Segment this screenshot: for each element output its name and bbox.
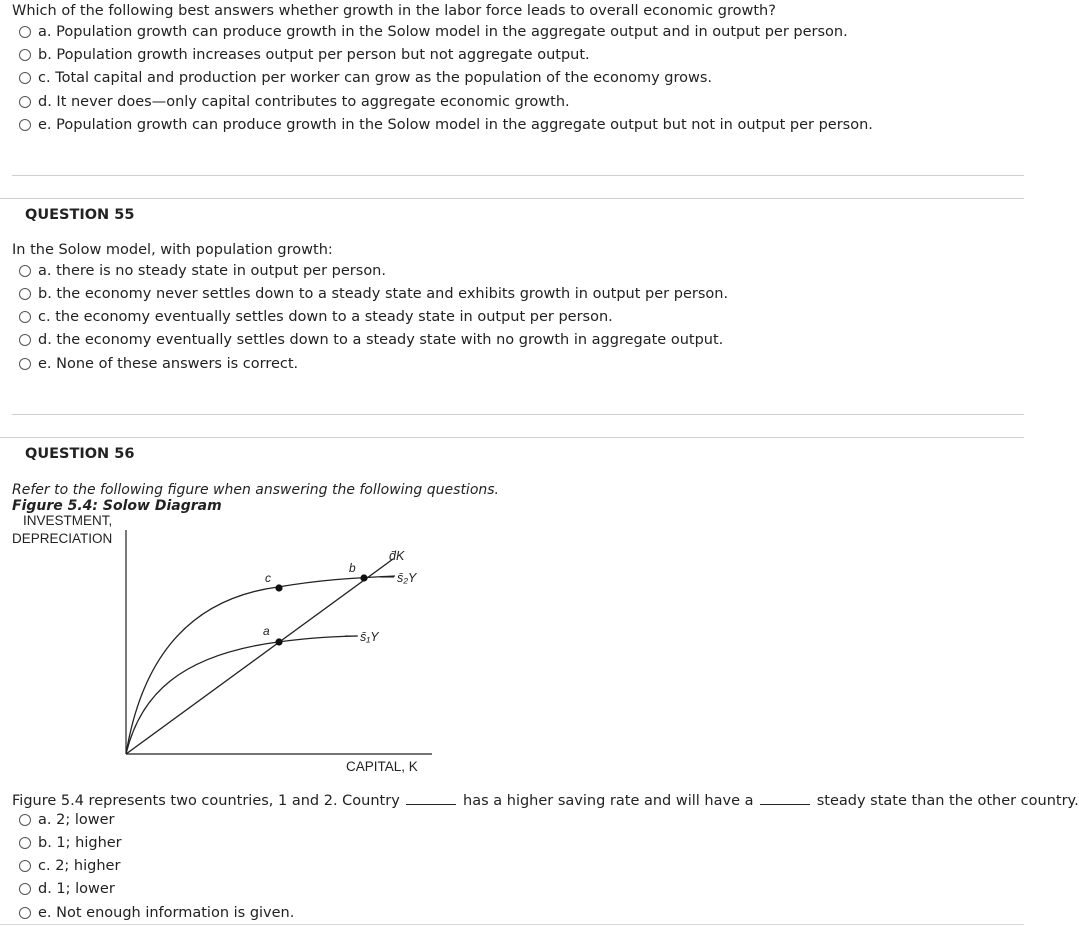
option-label: a. there is no steady state in output per person.	[38, 263, 386, 279]
option-label: d. the economy eventually settles down to a steady state with no growth in aggregate output.	[38, 332, 724, 348]
depreciation-label: d̄K	[389, 549, 405, 563]
q56-prompt-part1: Figure 5.4 represents two countries, 1 and 2. Country	[12, 793, 400, 809]
y-axis-label-line2: DEPRECIATION	[12, 531, 113, 546]
q55-option-d[interactable]	[19, 332, 723, 348]
answer-blank-2	[760, 792, 810, 805]
radio-button[interactable]	[19, 814, 31, 826]
figure-reference-note: Refer to the following figure when answering the following questions.	[12, 482, 499, 498]
q55-prompt: In the Solow model, with population growth:	[12, 242, 333, 258]
divider	[0, 437, 1024, 438]
divider	[12, 175, 1024, 176]
q56-prompt	[12, 792, 1079, 809]
radio-button[interactable]	[19, 72, 31, 84]
option-label: e. Not enough information is given.	[38, 905, 295, 921]
q56-prompt-part3: steady state than the other country.	[816, 793, 1079, 809]
q56-prompt-part2: has a higher saving rate and will have a	[463, 793, 754, 809]
question-55-heading: QUESTION 55	[25, 207, 135, 223]
q56-option-a[interactable]	[19, 812, 114, 828]
q54-option-a[interactable]	[19, 24, 848, 40]
point-b-label: b	[349, 561, 356, 575]
radio-button[interactable]	[19, 49, 31, 61]
radio-button[interactable]	[19, 358, 31, 370]
option-label: c. the economy eventually settles down to a steady state in output per person.	[38, 309, 613, 325]
q56-option-c[interactable]	[19, 858, 120, 874]
q54-option-d[interactable]	[19, 94, 570, 110]
option-label: d. 1; lower	[38, 881, 115, 897]
question-56-heading: QUESTION 56	[25, 446, 135, 462]
option-label: e. Population growth can produce growth in the Solow model in the aggregate output but not in output per person.	[38, 117, 873, 133]
investment-curve-s1	[126, 636, 357, 754]
solow-diagram	[0, 520, 460, 785]
y-axis-label-line1: INVESTMENT,	[23, 513, 113, 528]
q54-option-e[interactable]	[19, 117, 873, 133]
radio-button[interactable]	[19, 883, 31, 895]
radio-button[interactable]	[19, 907, 31, 919]
q54-option-c[interactable]	[19, 70, 712, 86]
q56-option-b[interactable]	[19, 835, 122, 851]
radio-button[interactable]	[19, 860, 31, 872]
figure-title: Figure 5.4: Solow Diagram	[12, 498, 222, 514]
option-label: c. Total capital and production per worker can grow as the population of the economy grows.	[38, 70, 713, 86]
option-label: b. 1; higher	[38, 835, 122, 851]
option-label: b. Population growth increases output per person but not aggregate output.	[38, 47, 590, 63]
q55-option-e[interactable]	[19, 356, 298, 372]
x-axis-label: CAPITAL, K	[346, 759, 418, 774]
radio-button[interactable]	[19, 26, 31, 38]
option-label: e. None of these answers is correct.	[38, 356, 299, 372]
q55-option-b[interactable]	[19, 286, 728, 302]
radio-button[interactable]	[19, 837, 31, 849]
point-b-marker	[360, 574, 367, 581]
point-a-marker	[275, 638, 282, 645]
q54-option-b[interactable]	[19, 47, 590, 63]
q55-option-c[interactable]	[19, 309, 613, 325]
answer-blank-1	[406, 792, 456, 805]
depreciation-line	[126, 559, 393, 754]
curve-s1-label: s̄₁Y	[360, 630, 379, 644]
radio-button[interactable]	[19, 119, 31, 131]
point-a-label: a	[263, 624, 270, 638]
curve-s2-label: s̄₂Y	[397, 571, 417, 585]
point-c-marker	[275, 584, 282, 591]
q54-prompt: Which of the following best answers whether growth in the labor force leads to overall economic growth?	[12, 3, 776, 19]
investment-curve-s2	[126, 576, 395, 754]
divider	[0, 198, 1024, 199]
radio-button[interactable]	[19, 334, 31, 346]
divider	[12, 414, 1024, 415]
radio-button[interactable]	[19, 311, 31, 323]
divider	[0, 924, 1024, 925]
q56-option-e[interactable]	[19, 905, 294, 921]
point-c-label: c	[265, 571, 271, 585]
option-label: b. the economy never settles down to a steady state and exhibits growth in output per person.	[38, 286, 729, 302]
q55-option-a[interactable]	[19, 263, 386, 279]
option-label: d. It never does—only capital contributes to aggregate economic growth.	[38, 94, 570, 110]
radio-button[interactable]	[19, 96, 31, 108]
option-label: a. Population growth can produce growth in the Solow model in the aggregate output and in output per person.	[38, 24, 848, 40]
radio-button[interactable]	[19, 288, 31, 300]
option-label: c. 2; higher	[38, 858, 121, 874]
radio-button[interactable]	[19, 265, 31, 277]
option-label: a. 2; lower	[38, 812, 115, 828]
q56-option-d[interactable]	[19, 881, 115, 897]
